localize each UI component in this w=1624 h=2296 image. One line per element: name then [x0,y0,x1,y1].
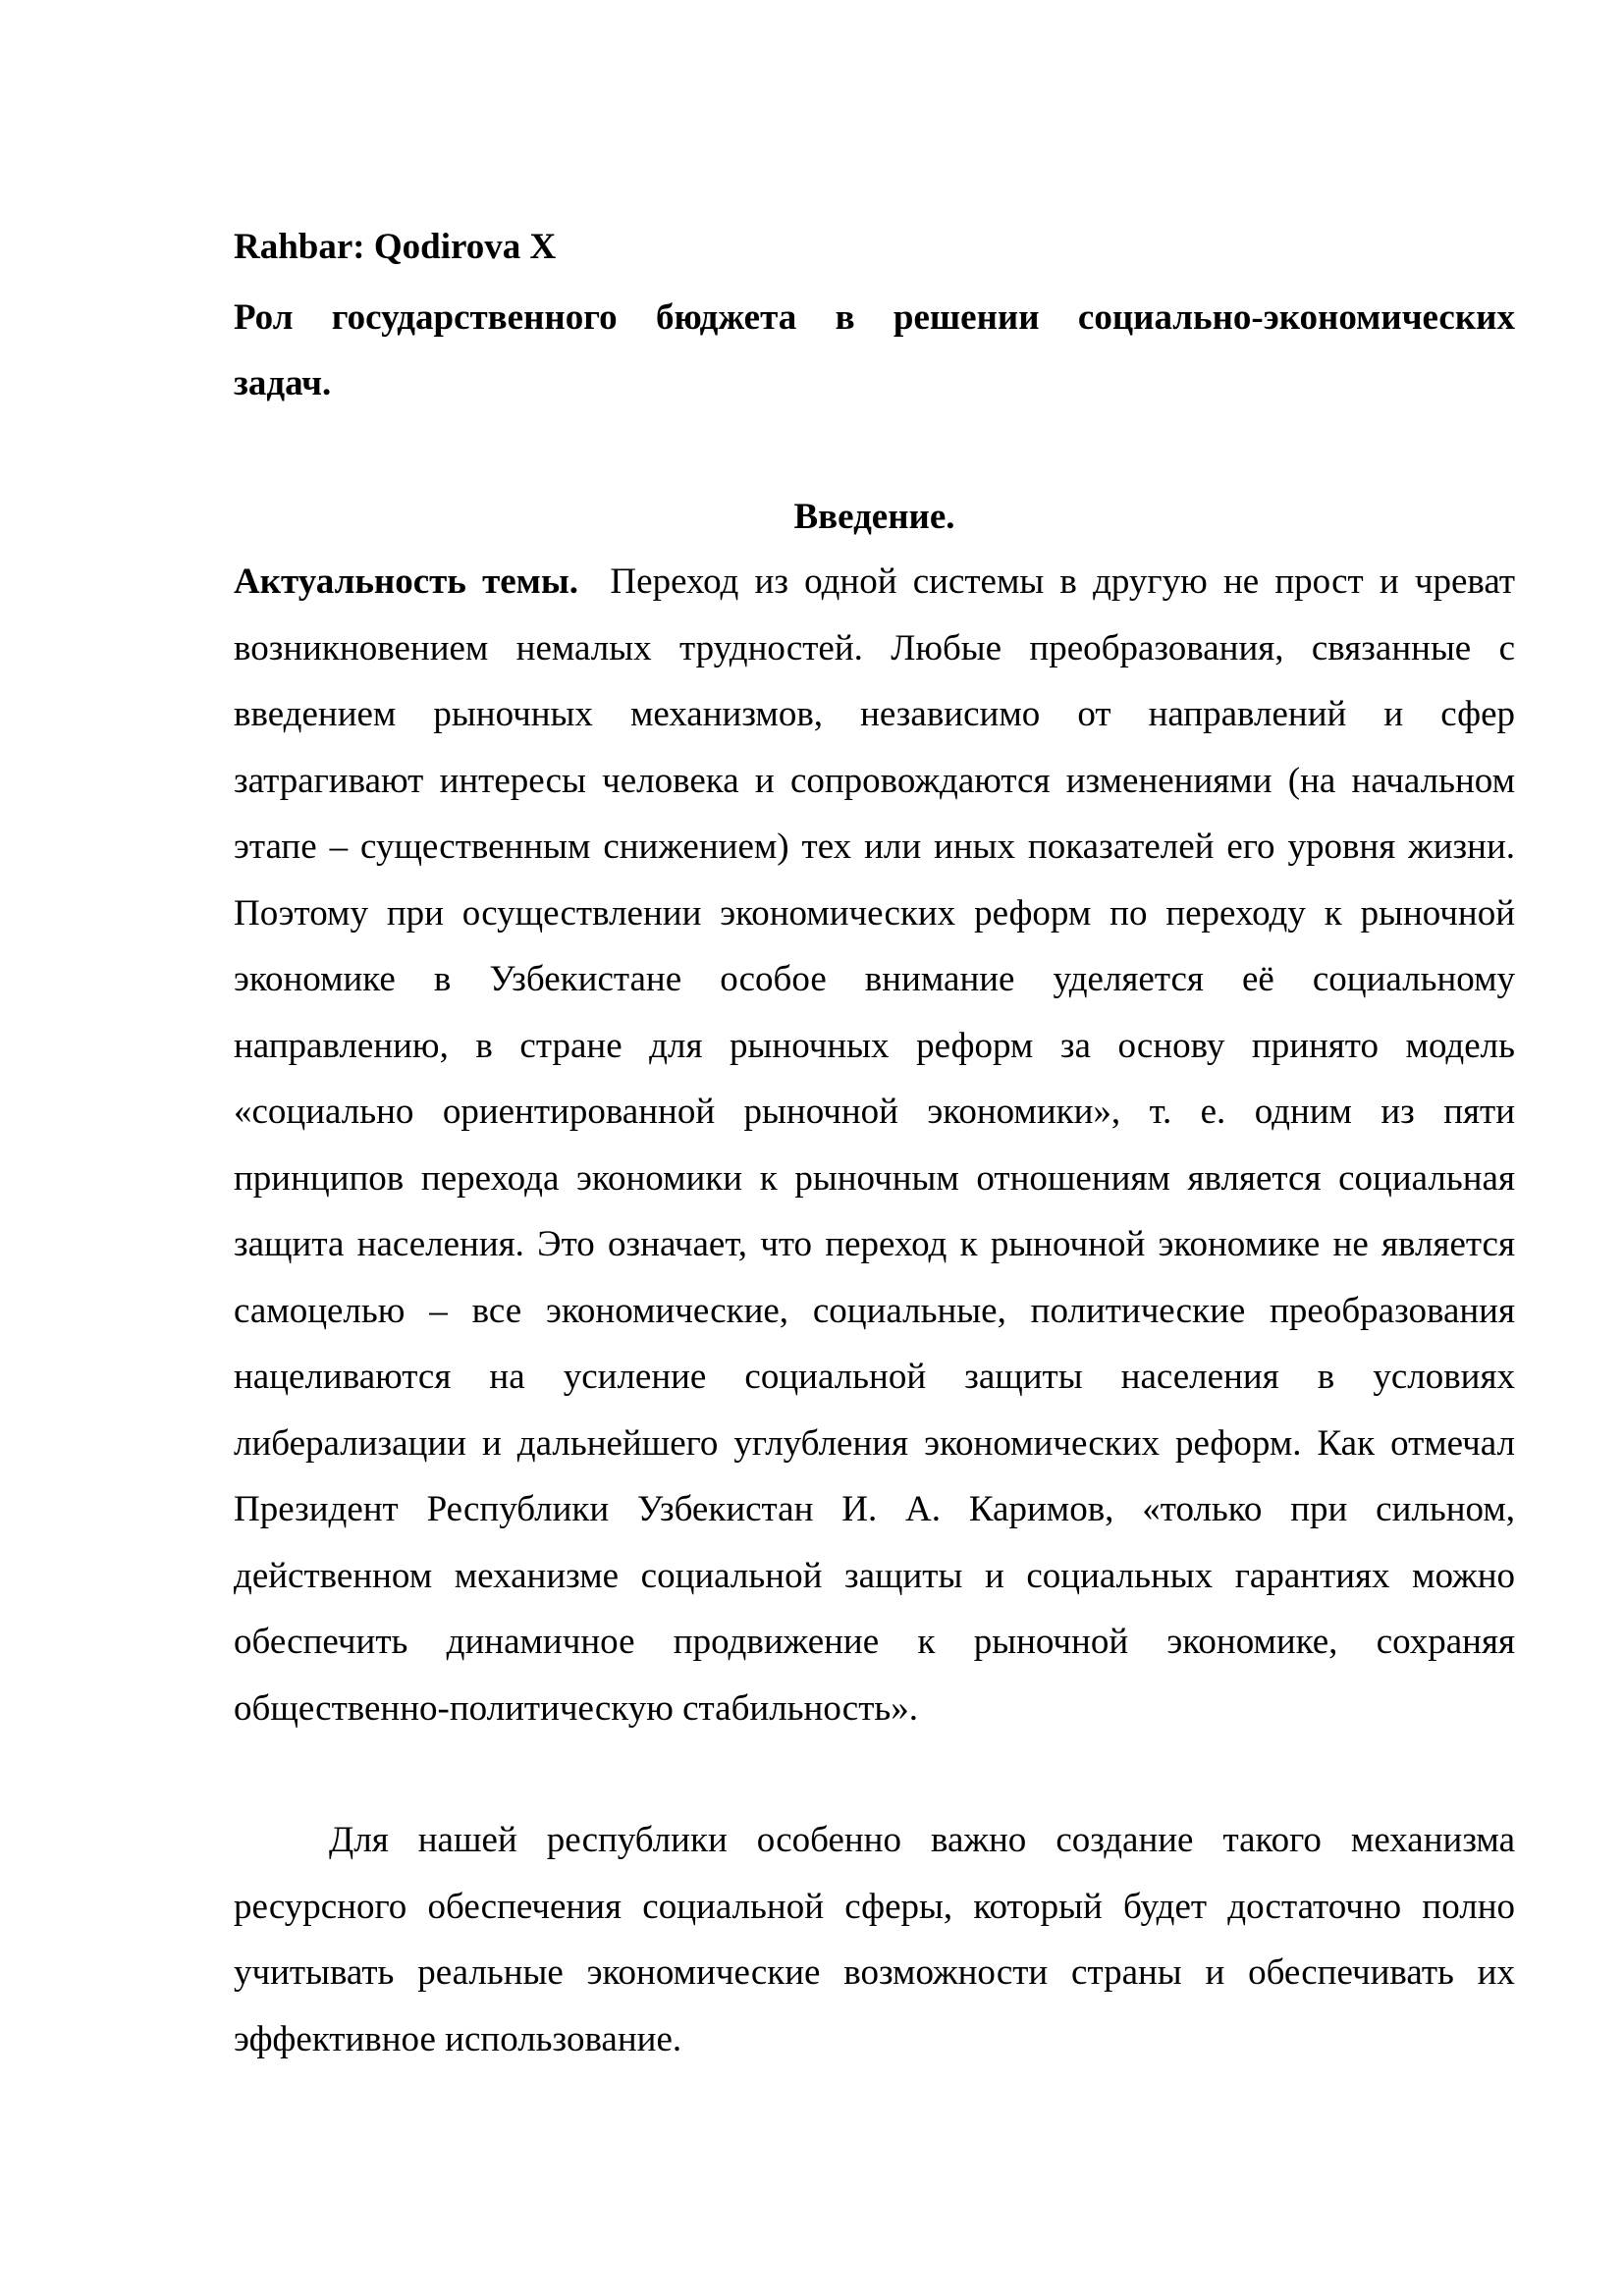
author-line: Rahbar: Qodirova X [234,227,557,267]
section-heading: Введение. [793,497,955,537]
document-title: Рол государственного бюджета в решении социально-экономических задач. [234,297,1515,403]
paragraph-relevance [234,549,1515,1741]
paragraph-lead: Актуальность темы. [234,561,579,602]
paragraph-body: Переход из одной системы в другую не прост и чреват возникновением немалых трудностей. Любые преобразования, связанные с введением рыночных механизмов, независимо от направлений и сфер затрагивают интересы человека и сопровождаются изменениями (на начальном этапе – существенным снижением) тех или иных показателей его уровня жизни. Поэтому при осуществлении экономических реформ по переходу к рыночной экономике в Узбекистане особое внимание уделяется её социальному направлению, в стране для рыночных реформ за основу принято модель «социально ориентированной рыночной экономики», т. е. одним из пяти принципов перехода экономики к рыночным отношениям является социальная защита населения. Это означает, что переход к рыночной экономике не является самоцелью – все экономические, социальные, политические преобразования нацеливаются на усиление социальной защиты населения в условиях либерализации и дальнейшего углубления экономических реформ. Как отмечал Президент Республики Узбекистан И. А. Каримов, «только при сильном, действенном механизме социальной защиты и социальных гарантиях можно обеспечить динамичное продвижение к рыночной экономике, сохраняя общественно-политическую стабильность». [234,561,1516,1729]
paragraph-resources: Для нашей республики особенно важно создание такого механизма ресурсного обеспечения социальной сферы, который будет достаточно полно учитывать реальные экономические возможности страны и обеспечивать их эффективное использование. [234,1820,1515,2059]
